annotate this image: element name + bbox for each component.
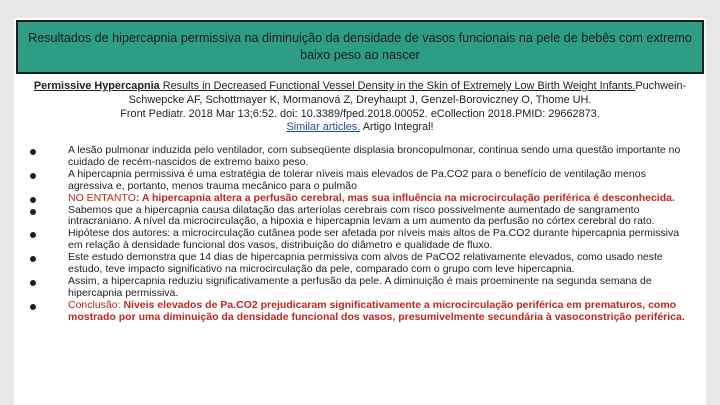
bullet-text: Níveis elevados de Pa.CO2 prejudicaram significativamente a microcirculação periférica em prematuros, como mostrado por uma diminuição da densidade funcional dos vasos, presumivelmente secundária à vasoconstrição periférica. xyxy=(68,298,685,323)
bullet-text: Assim, a hipercapnia reduziu significativamente a perfusão da pele. A diminuição é mais proeminente na segunda semana de hipercapnia permissiva. xyxy=(68,274,652,299)
bullet-dot-icon xyxy=(30,280,36,286)
slide-title: Resultados de hipercapnia permissiva na diminuição da densidade de vasos funcionais na pele de bebês com extremo baixo peso ao nascer xyxy=(28,31,692,62)
list-item xyxy=(26,300,688,324)
bullet-dot-icon xyxy=(30,304,36,310)
list-item xyxy=(26,276,688,300)
title-bar xyxy=(16,20,704,74)
bullet-text: Este estudo demonstra que 14 dias de hipercapnia permissiva com alvos de PaCO2 relativamente elevados, como usado neste estudo, teve impacto significativo na microcirculação da pele, comparado com o grupo com leve hipercapnia. xyxy=(68,251,663,276)
list-item xyxy=(26,252,688,276)
bullet-text: A hipercapnia permissiva é uma estratégia de tolerar níveis mais elevados de Pa.CO2 para o benefício de ventilação menos agressiva e, portanto, menos trauma mecânico para o pulmão xyxy=(68,167,646,192)
list-item xyxy=(26,228,688,252)
bullet-text: : A hipercapnia altera a perfusão cerebral, mas sua influência na microcirculação periférica é desconhecida. xyxy=(135,191,675,204)
list-item xyxy=(26,205,688,229)
article-journal: Front Pediatr. 2018 Mar 13;6:52. doi: 10.3389/fped.2018.00052. eCollection 2018.PMID: 29662873. xyxy=(120,107,600,120)
bullet-dot-icon xyxy=(30,149,36,155)
list-item xyxy=(26,145,688,169)
article-title-link[interactable] xyxy=(34,80,636,92)
bullet-dot-icon xyxy=(30,197,36,203)
bullet-dot-icon xyxy=(30,173,36,179)
bullet-text: A lesão pulmonar induzida pelo ventilador, com subseqüente displasia broncopulmonar, continua sendo uma questão importante no cuidado de recém-nascidos de extremo baixo peso. xyxy=(68,144,681,168)
bullet-text: Hipótese dos autores: a microcirculação cutânea pode ser afetada por níveis mais altos de Pa.CO2 durante hipercapnia permissiva em relação à densidade funcional dos vasos, distribuição do diâmetro e qualidade de fluxo. xyxy=(68,227,680,252)
bullet-prefix: NO ENTANTO xyxy=(68,191,136,204)
citation-block xyxy=(30,80,690,135)
list-item xyxy=(26,169,688,193)
bullet-prefix: Conclusão: xyxy=(68,298,121,311)
article-title-rest: Results in Decreased Functional Vessel Density in the Skin of Extremely Low Birth Weight Infants. xyxy=(159,80,636,92)
similar-articles-link[interactable]: Similar articles. xyxy=(286,121,361,134)
full-article-label: Artigo Integral! xyxy=(360,121,434,134)
article-authors: Puchwein-Schwepcke AF, Schottmayer K, Mormanová Z, Dreyhaupt J, Genzel-Borovicznеy O, Thome UH. xyxy=(128,80,687,106)
bullet-list xyxy=(26,145,688,324)
article-title-bold: Permissive Hypercapnia xyxy=(33,80,160,92)
bullet-dot-icon xyxy=(30,256,36,262)
bullet-dot-icon xyxy=(30,232,36,238)
bullet-dot-icon xyxy=(30,209,36,215)
bullet-text: Sabemos que a hipercapnia causa dilatação das arteríolas cerebrais com risco possivelmente aumentado de sangramento intracraniano. A nível da microcirculação, a hipoxia e hipercapnia levam a um aumento da perfusão no córtex cerebral do rato. xyxy=(68,203,655,228)
